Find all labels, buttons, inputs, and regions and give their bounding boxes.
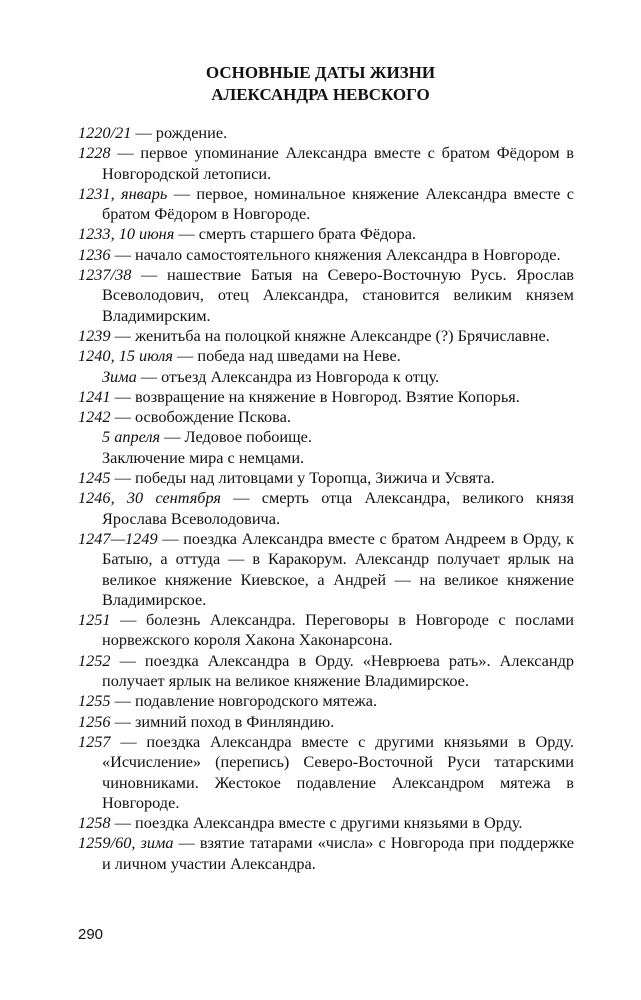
- entry-text: — возвращение на княжение в Новгород. Взятие Копорья.: [110, 386, 520, 406]
- entry-text: — первое упоминание Александра вместе с братом Фёдором в Новгородской летописи.: [102, 143, 574, 183]
- chronology-entry: [78, 387, 574, 407]
- entry-date: 1220/21: [78, 123, 132, 142]
- entry-date: 1252: [78, 650, 111, 670]
- entry-date: 1233, 10 июня: [78, 224, 175, 244]
- entry-date: 1231, январь: [78, 183, 168, 203]
- entry-date: 1240, 15 июля: [78, 346, 173, 366]
- entry-text: — поездка Александра в Орду. «Неврюева рать». Александр получает ярлык на великое княжение Владимирское.: [102, 650, 574, 691]
- entry-date: 1247—1249: [78, 528, 158, 548]
- entry-text: — женитьба на полоцкой княжне Александре (?) Брячиславне.: [110, 325, 550, 345]
- entry-date: 1241: [78, 386, 111, 406]
- entry-text: — болезнь Александра. Переговоры в Новгороде с послами норвежского короля Хакона Хаконарсона.: [102, 610, 574, 650]
- entry-text: Заключение мира с немцами.: [102, 447, 305, 467]
- entry-text: — отъезд Александра из Новгорода к отцу.: [136, 366, 440, 386]
- entry-date: 1259/60, зима: [78, 833, 174, 853]
- chronology-entry: [78, 346, 574, 366]
- chronology-entry: [78, 265, 574, 326]
- page-number: 290: [78, 926, 104, 943]
- entry-date: 1228: [78, 143, 111, 163]
- chronology-entry: [78, 143, 574, 184]
- entry-text: — Ледовое побоище.: [160, 427, 312, 447]
- page-title: [0, 62, 641, 106]
- entry-date: 1256: [78, 711, 111, 731]
- entry-text: — победа над шведами на Неве.: [172, 346, 401, 366]
- entry-text: — начало самостоятельного княжения Александра в Новгороде.: [110, 244, 561, 264]
- entry-date: 1246, 30 сентября: [78, 488, 221, 508]
- entry-date: 1251: [78, 610, 111, 630]
- entry-text: — поездка Александра вместе с братом Андреем в Орду, к Батыю, а оттуда — в Каракорум. Александр получает ярлык на великое княжение Киевское, а Андрей — на великое княжение Владимирское.: [102, 528, 574, 609]
- entry-text: — освобождение Пскова.: [110, 407, 291, 427]
- chronology-entry: [78, 367, 574, 387]
- entry-date: 1257: [78, 731, 111, 751]
- entry-text: — поездка Александра вместе с другими князьями в Орду.: [110, 813, 523, 833]
- chronology-entry: [78, 610, 574, 651]
- entry-text: — нашествие Батыя на Северо-Восточную Русь. Ярослав Всеволодович, отец Александра, становится великим князем Владимирским.: [102, 265, 574, 325]
- chronology-entry: [78, 123, 574, 143]
- entry-date: 1237/38: [78, 265, 132, 285]
- chronology-entry: [78, 813, 574, 833]
- entry-date: 1239: [78, 325, 111, 345]
- chronology-entry: [78, 732, 574, 813]
- chronology-entry: [78, 427, 574, 447]
- entry-text: — первое, номинальное княжение Александра вместе с братом Фёдором в Новгороде.: [102, 183, 574, 224]
- chronology-entry: [78, 184, 574, 225]
- chronology-entry: [78, 488, 574, 529]
- chronology-entry: [78, 651, 574, 692]
- entry-date: 1258: [78, 813, 111, 833]
- entry-text: — смерть старшего брата Фёдора.: [174, 224, 416, 244]
- chronology-entry: [78, 529, 574, 610]
- chronology-entry: [78, 448, 574, 468]
- title-line-2: АЛЕКСАНДРА НЕВСКОГО: [211, 85, 430, 104]
- entry-date: 5 апреля: [102, 427, 161, 447]
- chronology-entry: [78, 691, 574, 711]
- entry-date: Зима: [102, 366, 137, 386]
- chronology-list: [78, 123, 574, 874]
- chronology-entry: [78, 833, 574, 874]
- entry-date: 1236: [78, 244, 111, 264]
- entry-text: — смерть отца Александра, великого князя Ярослава Всеволодовича.: [102, 488, 574, 528]
- title-line-1: ОСНОВНЫЕ ДАТЫ ЖИЗНИ: [205, 63, 436, 82]
- entry-text: — рождение.: [131, 123, 228, 142]
- chronology-entry: [78, 245, 574, 265]
- chronology-entry: [78, 712, 574, 732]
- entry-date: 1242: [78, 407, 111, 427]
- entry-text: — подавление новгородского мятежа.: [110, 691, 378, 711]
- entry-text: — поездка Александра вместе с другими князьями в Орду. «Исчисление» (перепись) Северо-Восточной Руси татарскими чиновниками. Жестокое подавление Александром мятежа в Новгороде.: [102, 731, 574, 812]
- entry-date: 1245: [78, 468, 111, 488]
- chronology-entry: [78, 407, 574, 427]
- entry-text: — победы над литовцами у Торопца, Зижича и Усвята.: [110, 468, 495, 488]
- chronology-entry: [78, 326, 574, 346]
- entry-date: 1255: [78, 691, 111, 711]
- entry-text: — зимний поход в Финляндию.: [110, 711, 335, 731]
- entry-text: — взятие татарами «числа» с Новгорода при поддержке и личном участии Александра.: [102, 833, 574, 873]
- chronology-entry: [78, 468, 574, 488]
- chronology-entry: [78, 224, 574, 244]
